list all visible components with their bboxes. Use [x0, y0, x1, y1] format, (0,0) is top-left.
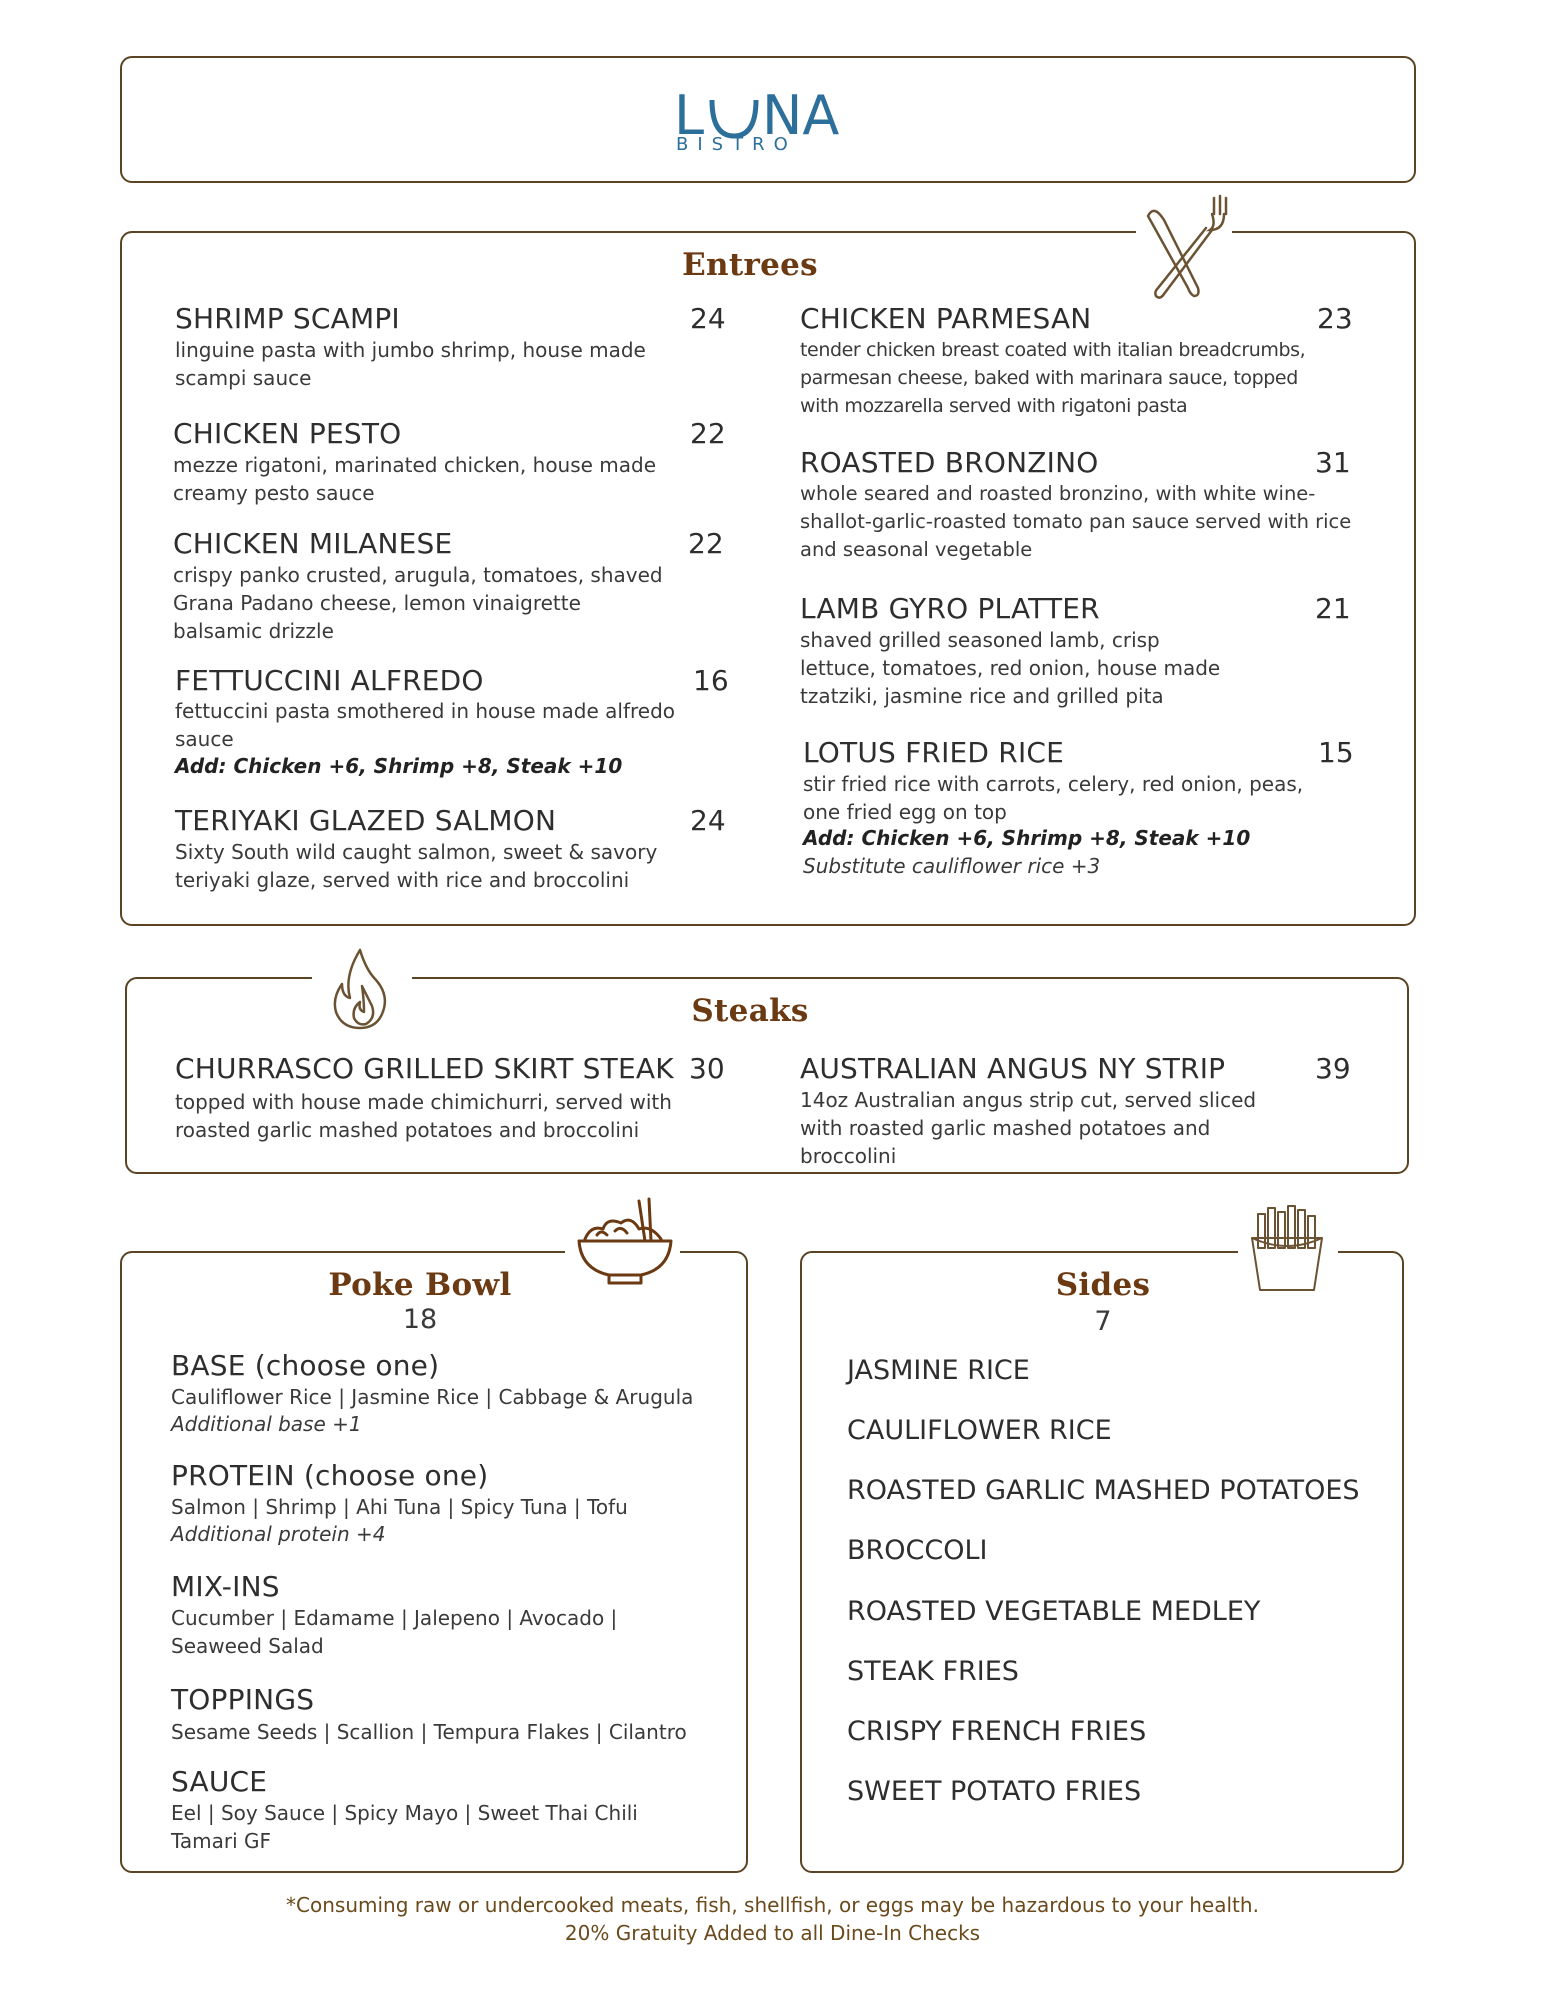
flame-icon — [330, 946, 394, 1032]
menu-item-name: CHICKEN MILANESE — [173, 527, 453, 560]
poke-group-options: Salmon | Shrimp | Ahi Tuna | Spicy Tuna | Tofu — [171, 1495, 628, 1519]
poke-group-label: MIX-INS — [171, 1570, 280, 1603]
menu-item-price: 21 — [1315, 592, 1351, 625]
menu-item-desc: crispy panko crusted, arugula, tomatoes, shaved Grana Padano cheese, lemon vinaigrette balsamic drizzle — [173, 563, 663, 643]
side-item: BROCCOLI — [847, 1535, 988, 1566]
menu-item-name: SHRIMP SCAMPI — [175, 302, 400, 335]
logo — [670, 84, 840, 156]
menu-item-name: CHURRASCO GRILLED SKIRT STEAK — [175, 1052, 674, 1085]
poke-group-options: Eel | Soy Sauce | Spicy Mayo | Sweet Thai Chili Tamari GF — [171, 1801, 638, 1853]
poke-group-label: PROTEIN (choose one) — [171, 1459, 489, 1492]
side-item: STEAK FRIES — [847, 1656, 1019, 1687]
menu-item-addon: Add: Chicken +6, Shrimp +8, Steak +10 — [803, 826, 1251, 850]
side-item: ROASTED GARLIC MASHED POTATOES — [847, 1475, 1360, 1506]
bowl-icon — [575, 1195, 675, 1287]
fries-icon — [1248, 1204, 1326, 1294]
logo-moon-letters — [670, 88, 840, 140]
gratuity-note: 20% Gratuity Added to all Dine-In Checks — [564, 1921, 981, 1945]
menu-item-desc: whole seared and roasted bronzino, with white wine-shallot-garlic-roasted tomato pan sauce served with rice and seasonal vegetable — [800, 482, 1352, 561]
fork-knife-icon — [1140, 192, 1230, 304]
health-warning: *Consuming raw or undercooked meats, fish, shellfish, or eggs may be hazardous to your health. — [286, 1893, 1259, 1917]
menu-item-name: TERIYAKI GLAZED SALMON — [175, 804, 557, 837]
menu-item-price: 31 — [1315, 446, 1351, 479]
menu-item-desc: stir fried rice with carrots, celery, red onion, peas, one fried egg on top — [803, 772, 1304, 824]
svg-text:NA: NA — [762, 88, 840, 140]
menu-item-name: ROASTED BRONZINO — [800, 446, 1099, 479]
steaks-title: Steaks — [691, 993, 809, 1029]
side-item: CAULIFLOWER RICE — [847, 1415, 1112, 1446]
poke-group-extra: Additional protein +4 — [171, 1522, 386, 1546]
menu-item-desc: topped with house made chimichurri, served with roasted garlic mashed potatoes and broccolini — [175, 1090, 672, 1142]
poke-group-options: Cucumber | Edamame | Jalepeno | Avocado | Seaweed Salad — [171, 1606, 618, 1658]
menu-item-price: 22 — [688, 527, 724, 560]
menu-item-price: 30 — [689, 1052, 725, 1085]
menu-item-desc: mezze rigatoni, marinated chicken, house made creamy pesto sauce — [173, 453, 657, 505]
sides-title: Sides — [1055, 1267, 1151, 1303]
side-item: JASMINE RICE — [847, 1355, 1030, 1386]
svg-text:L: L — [674, 88, 705, 140]
menu-item-name: AUSTRALIAN ANGUS NY STRIP — [800, 1052, 1226, 1085]
menu-item-desc: tender chicken breast coated with italian breadcrumbs, parmesan cheese, baked with marinara sauce, topped with mozzarella served with rigatoni pasta — [800, 339, 1306, 417]
menu-item-addon: Add: Chicken +6, Shrimp +8, Steak +10 — [175, 754, 623, 778]
menu-item-price: 24 — [690, 804, 726, 837]
sides-price: 7 — [1094, 1306, 1112, 1337]
menu-item-price: 16 — [693, 664, 729, 697]
poke-group-label: TOPPINGS — [171, 1683, 315, 1716]
menu-item-desc: Sixty South wild caught salmon, sweet & savory teriyaki glaze, served with rice and broccolini — [175, 840, 658, 892]
poke-group-label: BASE (choose one) — [171, 1349, 440, 1382]
menu-item-price: 22 — [690, 417, 726, 450]
menu-item-name: LAMB GYRO PLATTER — [800, 592, 1100, 625]
menu-item-desc: fettuccini pasta smothered in house made alfredo sauce — [175, 699, 675, 751]
menu-item-note: Substitute cauliflower rice +3 — [803, 854, 1101, 878]
poke-price: 18 — [402, 1304, 438, 1335]
side-item: SWEET POTATO FRIES — [847, 1776, 1142, 1807]
menu-item-price: 39 — [1315, 1052, 1351, 1085]
poke-title: Poke Bowl — [328, 1267, 512, 1303]
side-item: ROASTED VEGETABLE MEDLEY — [847, 1596, 1261, 1627]
menu-item-price: 15 — [1318, 736, 1354, 769]
menu-item-name: FETTUCCINI ALFREDO — [175, 664, 484, 697]
logo-subtitle: BISTRO — [676, 134, 797, 155]
menu-item-price: 23 — [1317, 302, 1353, 335]
menu-item-name: CHICKEN PESTO — [173, 417, 402, 450]
menu-item-desc: linguine pasta with jumbo shrimp, house made scampi sauce — [175, 338, 646, 390]
menu-item-name: CHICKEN PARMESAN — [800, 302, 1092, 335]
poke-group-label: SAUCE — [171, 1765, 268, 1798]
poke-group-options: Sesame Seeds | Scallion | Tempura Flakes | Cilantro — [171, 1720, 687, 1744]
poke-group-options: Cauliflower Rice | Jasmine Rice | Cabbage & Arugula — [171, 1385, 694, 1409]
menu-item-desc: 14oz Australian angus strip cut, served sliced with roasted garlic mashed potatoes and broccolini — [800, 1088, 1257, 1168]
entrees-title: Entrees — [682, 247, 818, 283]
side-item: CRISPY FRENCH FRIES — [847, 1716, 1147, 1747]
menu-item-price: 24 — [690, 302, 726, 335]
menu-item-desc: shaved grilled seasoned lamb, crisp lettuce, tomatoes, red onion, house made tzatziki, jasmine rice and grilled pita — [800, 628, 1221, 708]
menu-item-name: LOTUS FRIED RICE — [803, 736, 1065, 769]
poke-group-extra: Additional base +1 — [171, 1412, 362, 1436]
